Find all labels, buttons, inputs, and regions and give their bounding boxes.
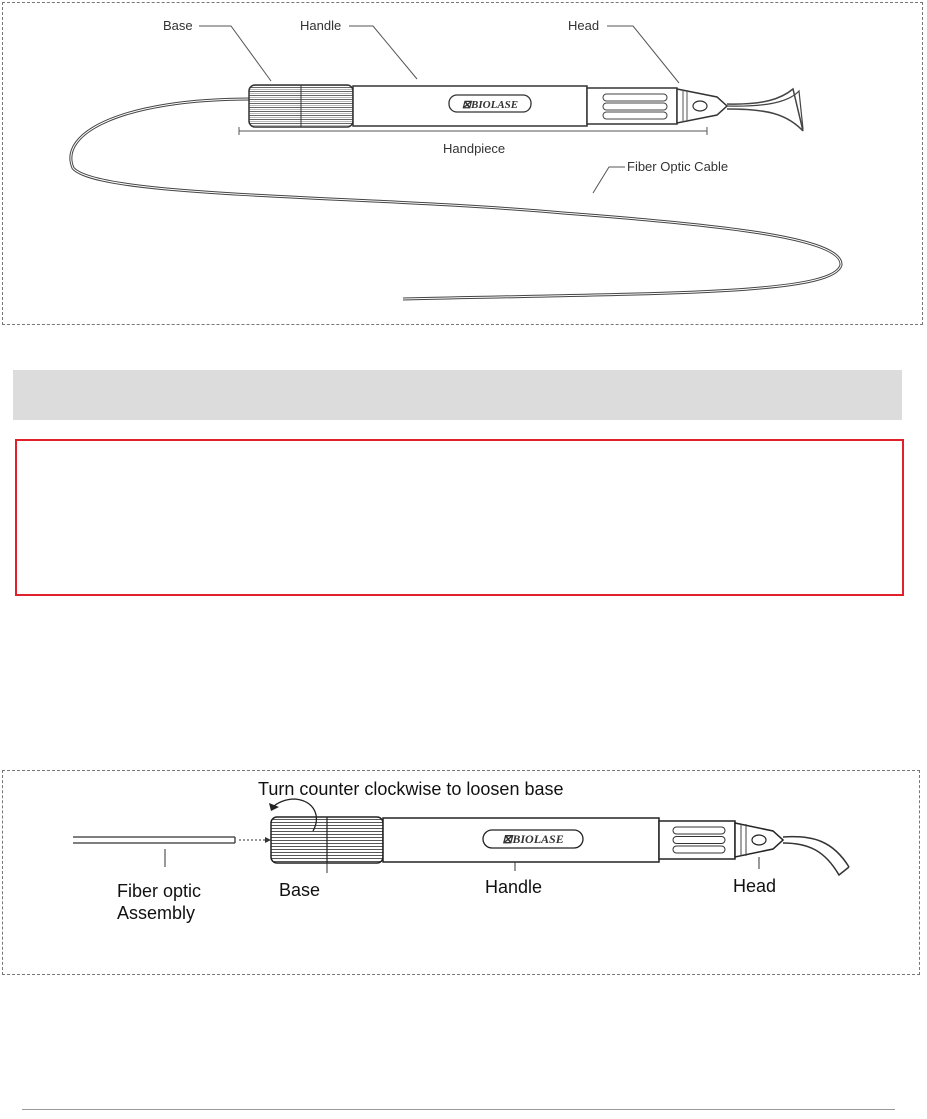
handpiece-grip [659,821,735,859]
figure-handpiece-overview [2,2,923,325]
brand-logo: ⊠BIOLASE [461,99,519,111]
label-handpiece: Handpiece [443,141,506,156]
handpiece-base [271,817,383,863]
instruction-text: Turn counter clockwise to loosen base [258,779,564,799]
handpiece-grip [587,88,677,124]
fiber-optic-cable [71,99,841,299]
label-handle: Handle [485,877,543,897]
label-base: Base [163,18,193,33]
label-head: Head [568,18,600,33]
label-fiber-optic-cable: Fiber Optic Cable [627,159,729,174]
handpiece-overview-diagram [3,3,924,326]
label-handle: Handle [300,18,342,33]
warning-box [15,439,904,596]
fiber-tip [727,89,803,131]
label-head: Head [733,876,777,896]
footer-divider [22,1109,895,1110]
handpiece-head [735,823,783,857]
handpiece-bracket [239,127,707,135]
figure-loosen-base [2,770,920,975]
loosen-base-diagram [3,771,921,976]
label-base: Base [279,880,321,900]
brand-logo: ⊠BIOLASE [502,832,564,846]
fiber-optic-assembly [73,837,235,843]
label-fiber-optic-line2: Assembly [117,903,196,923]
handpiece-handle [383,818,659,862]
handpiece-handle [353,86,587,126]
section-header-bar [13,370,902,420]
label-fiber-optic-line1: Fiber optic [117,881,202,901]
handpiece-base [249,85,353,127]
fiber-tip [783,837,849,875]
handpiece-head [677,89,727,123]
